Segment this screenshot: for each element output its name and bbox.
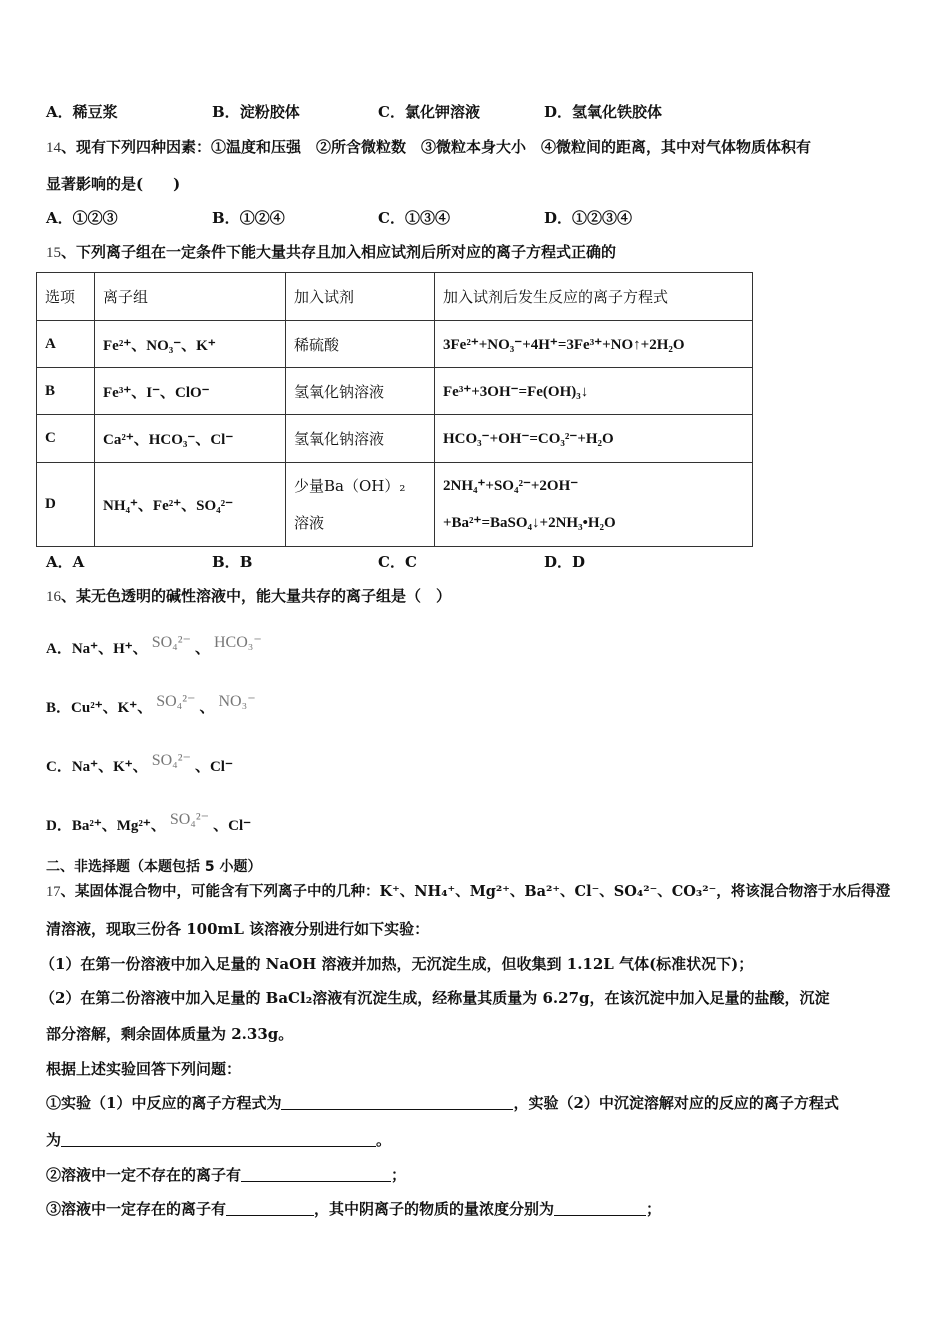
table-header-row [37,273,753,321]
q17-stem: 17、某固体混合物中，可能含有下列离子中的几种：K⁺、NH₄⁺、Mg²⁺、Ba²⁺、Cl⁻、SO₄²⁻、CO₃²⁻，将该混合物溶于水后得澄 [46,883,891,900]
question-number: 16 [46,589,61,605]
formula-image: SO₄²⁻ [169,811,210,828]
header-equation: 加入试剂后发生反应的离子方程式 [435,273,753,321]
q15-options [46,552,585,572]
row-equation: 3Fe²⁺+NO₃⁻+4H⁺=3Fe³⁺+NO↑+2H₂O [435,321,753,368]
q17-experiment-2-cont: 部分溶解，剩余固体质量为 2.33g。 [46,1025,294,1043]
row-reagent: 稀硫酸 [286,321,435,368]
row-option: D [37,463,95,547]
q13-option-c: C．氯化钾溶液 [378,103,480,121]
q14-option-b: B．①②④ [212,209,285,227]
table-row [37,368,753,415]
row-ions: NH₄⁺、Fe²⁺、SO₄²⁻ [95,463,286,547]
q17-experiment-2: （2）在第二份溶液中加入足量的 BaCl₂溶液有沉淀生成，经称量其质量为 6.27g，在该沉淀中加入足量的盐酸，沉淀 [40,989,830,1007]
answer-blank[interactable] [554,1201,646,1216]
q13-option-a: A．稀豆浆 [46,103,118,121]
formula-image: SO₄²⁻ [156,693,196,710]
q15-option-a: A．A [46,553,85,571]
table-row [37,463,753,547]
header-option: 选项 [37,273,95,321]
formula-image: SO₄²⁻ [151,752,191,769]
q16-option-b: B．Cu²⁺、K⁺、 SO₄²⁻ 、 NO₃⁻ [46,693,256,716]
row-ions: Ca²⁺、HCO₃⁻、Cl⁻ [95,415,286,463]
q15-option-b: B．B [212,553,253,571]
q15-table [36,272,753,547]
row-ions: Fe²⁺、NO₃⁻、K⁺ [95,321,286,368]
q13-option-d: D．氢氧化铁胶体 [544,103,663,121]
row-reagent: 氢氧化钠溶液 [286,415,435,463]
q17-prompt: 根据上述实验回答下列问题： [46,1060,242,1078]
q15-option-d: D．D [544,553,586,571]
q14-options [46,208,632,228]
answer-blank[interactable] [241,1167,391,1182]
q14-option-a: A．①②③ [46,209,118,227]
q13-options [46,102,662,122]
q16-option-c: C．Na⁺、K⁺、 SO₄²⁻ 、Cl⁻ [46,752,233,775]
row-reagent: 少量Ba（OH）₂ 溶液 [286,463,435,547]
q16-option-d: D．Ba²⁺、Mg²⁺、 SO₄²⁻ 、Cl⁻ [46,811,252,834]
q14-stem: 14、现有下列四种因素：①温度和压强 ②所含微粒数 ③微粒本身大小 ④微粒间的距离，其中对气体物质体积有 [46,138,812,156]
q17-sub1: ①实验（1）中反应的离子方程式为 ，实验（2）中沉淀溶解对应的反应的离子方程式 [46,1094,839,1112]
formula-image: HCO₃⁻ [213,634,262,651]
header-ions: 离子组 [95,273,286,321]
table-row [37,415,753,463]
q14-option-c: C．①③④ [378,209,450,227]
formula-image: NO₃⁻ [218,693,256,710]
answer-blank[interactable] [281,1095,513,1110]
q16-stem: 16、某无色透明的碱性溶液中，能大量共存的离子组是（ ） [46,587,452,605]
q17-stem-cont: 清溶液，现取三份各 100mL 该溶液分别进行如下实验： [46,920,430,938]
row-option: B [37,368,95,415]
q17-sub1-cont: 为 。 [46,1131,392,1149]
question-number: 14 [46,140,61,156]
row-option: C [37,415,95,463]
row-equation: 2NH₄⁺+SO₄²⁻+2OH⁻ +Ba²⁺=BaSO₄↓+2NH₃•H₂O [435,463,753,547]
row-equation: Fe³⁺+3OH⁻=Fe(OH)₃↓ [435,368,753,415]
table-row [37,321,753,368]
row-reagent: 氢氧化钠溶液 [286,368,435,415]
q16-option-a: A．Na⁺、H⁺、 SO₄²⁻ 、 HCO₃⁻ [46,634,262,657]
q15-option-c: C．C [378,553,417,571]
answer-blank[interactable] [61,1132,376,1147]
question-number: 17 [46,884,61,900]
section-title: 二、非选择题（本题包括 5 小题） [46,859,262,875]
question-number: 15 [46,245,61,261]
header-reagent: 加入试剂 [286,273,435,321]
row-option: A [37,321,95,368]
row-equation: HCO₃⁻+OH⁻=CO₃²⁻+H₂O [435,415,753,463]
q17-sub2: ②溶液中一定不存在的离子有 ； [46,1166,407,1184]
q14-stem-cont: 显著影响的是( ) [46,175,181,193]
q13-option-b: B．淀粉胶体 [212,103,300,121]
q14-option-d: D．①②③④ [544,209,633,227]
row-ions: Fe³⁺、I⁻、ClO⁻ [95,368,286,415]
q17-experiment-1: （1）在第一份溶液中加入足量的 NaOH 溶液并加热，无沉淀生成，但收集到 1.12L 气体(标准状况下)； [40,955,754,973]
q17-sub3: ③溶液中一定存在的离子有 ，其中阴离子的物质的量浓度分别为 ； [46,1200,662,1218]
formula-image: SO₄²⁻ [151,634,191,651]
q15-stem: 15、下列离子组在一定条件下能大量共存且加入相应试剂后所对应的离子方程式正确的 [46,243,617,261]
answer-blank[interactable] [226,1201,314,1216]
